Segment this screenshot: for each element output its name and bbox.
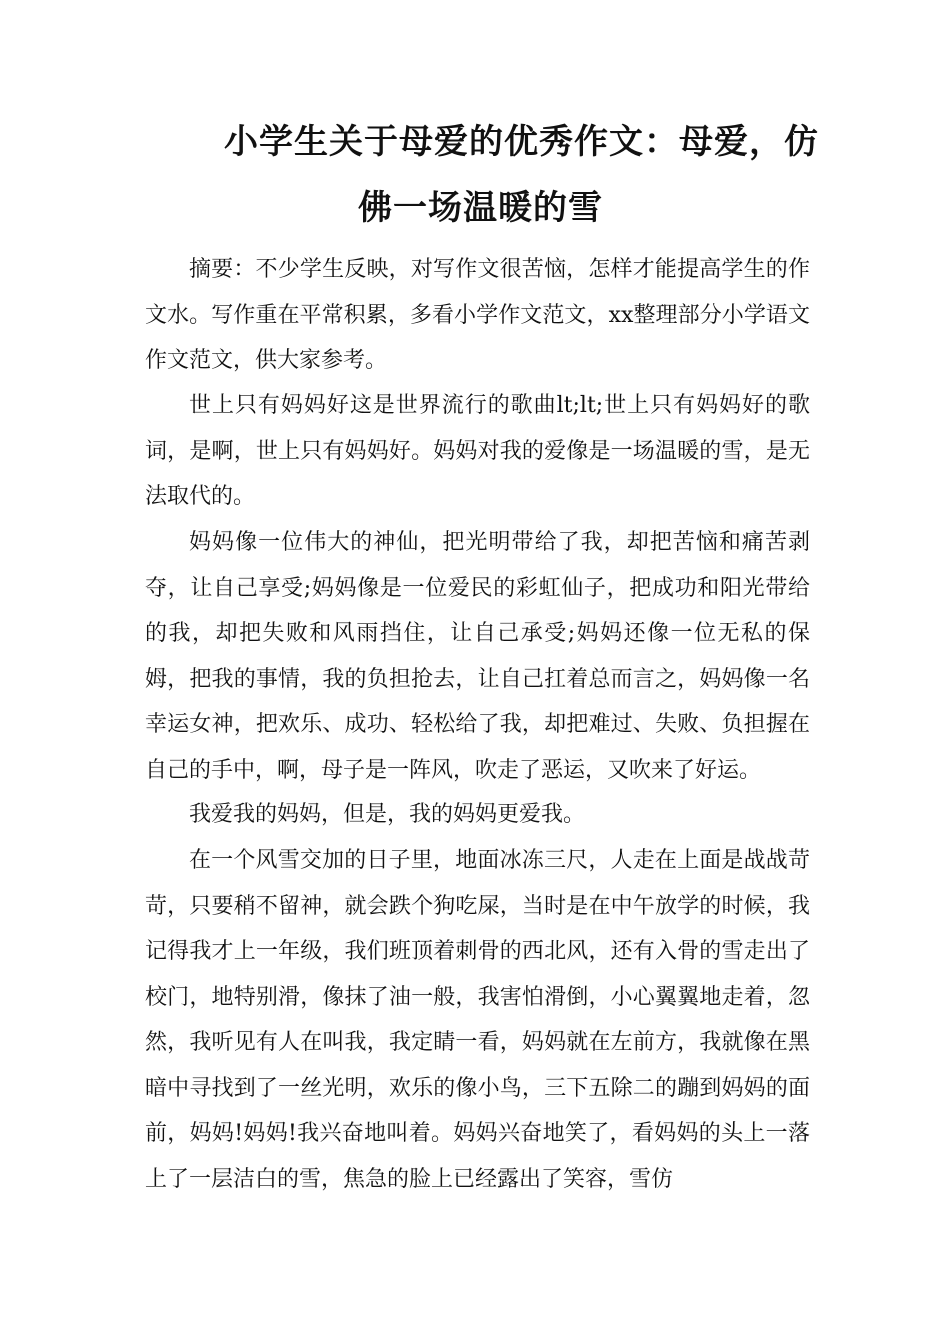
document-title-line-1: 小学生关于母爱的优秀作文：母爱，仿 — [224, 122, 819, 162]
paragraph-metaphors: 妈妈像一位伟大的神仙，把光明带给了我，却把苦恼和痛苦剥夺，让自己享受;妈妈像是一位爱民的彩虹仙子，把成功和阳光带给的我，却把失败和风雨挡住，让自己承受;妈妈还像一位无私的保姆，把我的事情，我的负担抢去，让自己扛着总而言之，妈妈像一名幸运女神，把欢乐、成功、轻松给了我，却把难过、失败、负担握在自己的手中，啊，母子是一阵风，吹走了恶运，又吹来了好运。 — [145, 530, 810, 783]
document-title-line-2: 佛一场温暖的雪 — [358, 188, 603, 228]
paragraph-snow-day: 在一个风雪交加的日子里，地面冰冻三尺，人走在上面是战战苛苛，只要稍不留神，就会跌个狗吃屎，当时是在中午放学的时候，我记得我才上一年级，我们班顶着刺骨的西北风，还有入骨的雪走出了校门，地特别滑，像抹了油一般，我害怕滑倒，小心翼翼地走着，忽然，我听见有人在叫我，我定睛一看，妈妈就在左前方，我就像在黑暗中寻找到了一丝光明，欢乐的像小鸟，三下五除二的蹦到妈妈的面前，妈妈!妈妈!我兴奋地叫着。妈妈兴奋地笑了，看妈妈的头上一落上了一层洁白的雪，焦急的脸上已经露出了笑容，雪仿 — [145, 848, 810, 1192]
paragraph-love: 我爱我的妈妈，但是，我的妈妈更爱我。 — [189, 802, 586, 827]
paragraph-song: 世上只有妈妈好这是世界流行的歌曲lt;lt;世上只有妈妈好的歌词，是啊，世上只有妈妈好。妈妈对我的爱像是一场温暖的雪，是无法取代的。 — [145, 393, 810, 509]
paragraph-abstract: 摘要：不少学生反映，对写作文很苦恼，怎样才能提高学生的作文水。写作重在平常积累，多看小学作文范文，xx整理部分小学语文作文范文，供大家参考。 — [145, 257, 810, 373]
